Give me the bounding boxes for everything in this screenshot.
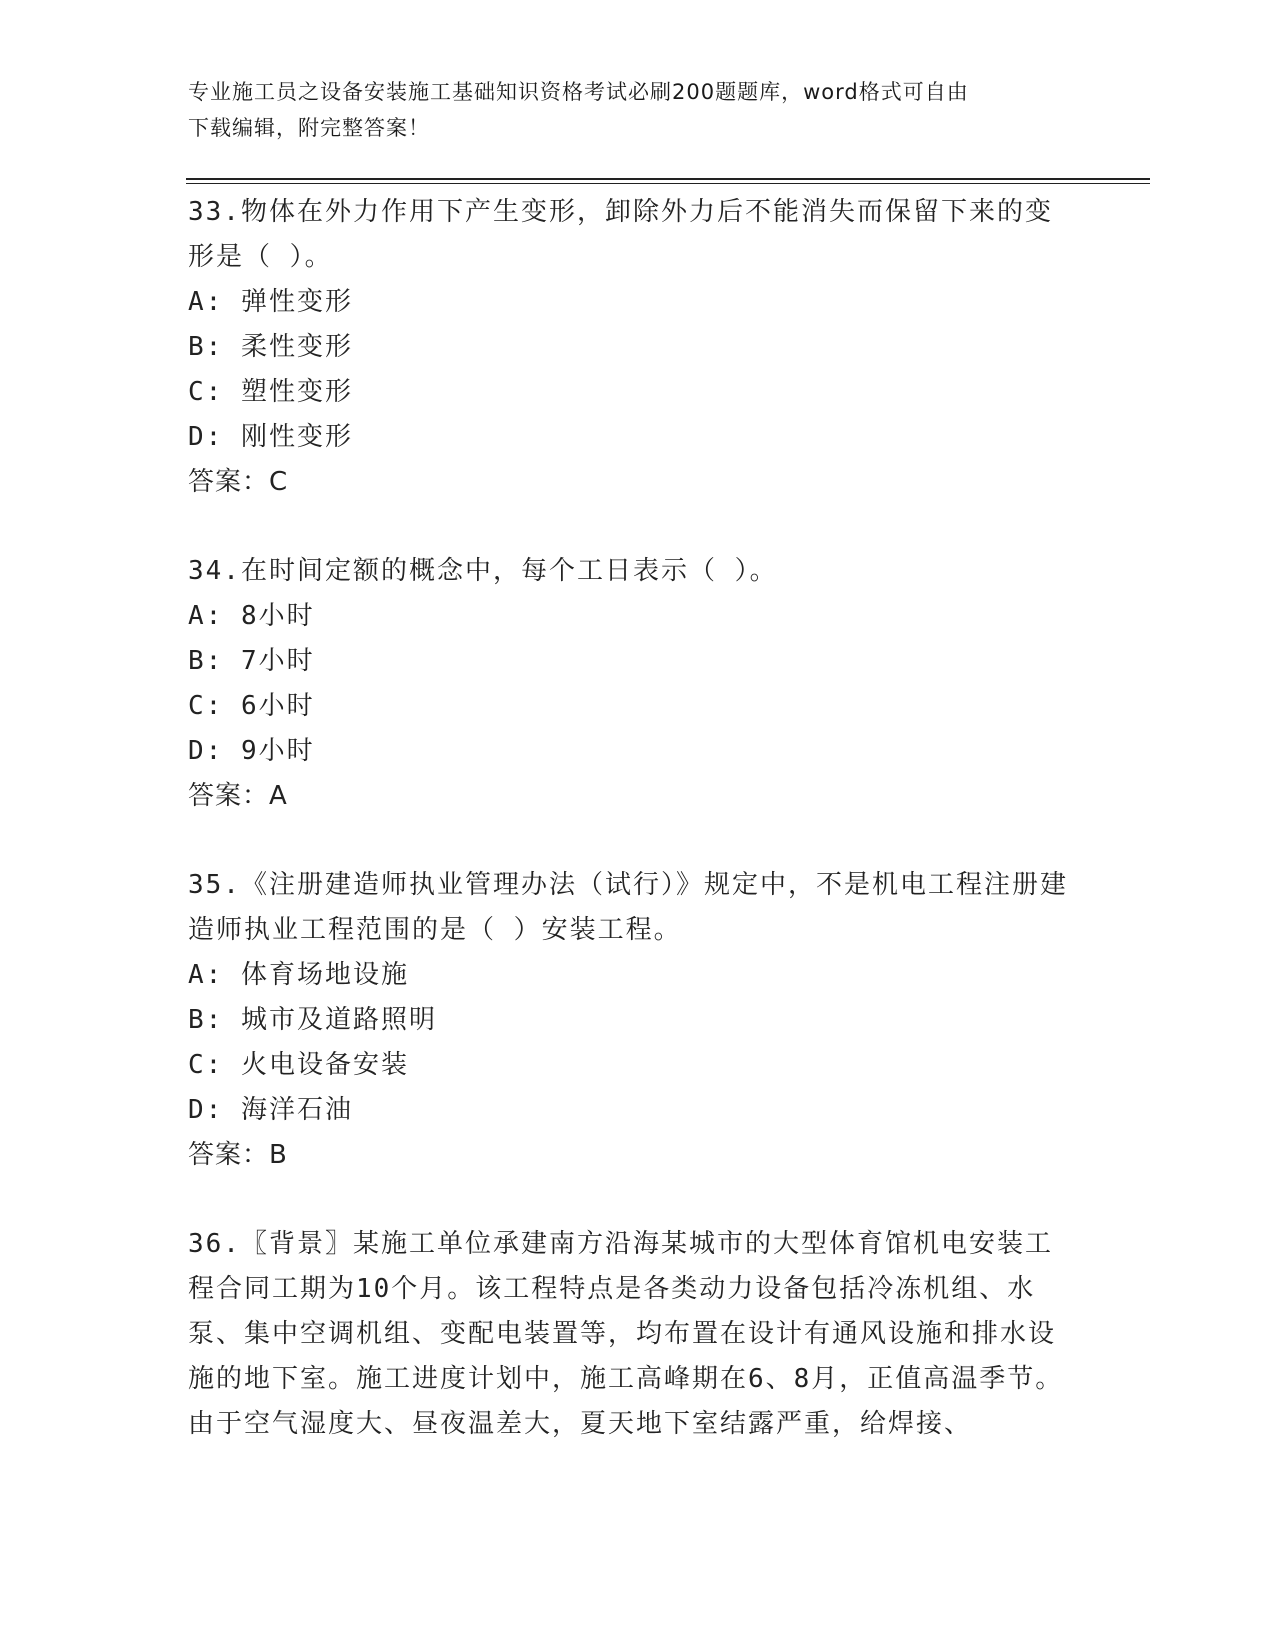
question-stem: 33.物体在外力作用下产生变形，卸除外力后不能消失而保留下来的变形是（ ）。: [188, 197, 1053, 272]
question-list: [188, 190, 1078, 1491]
question-stem: 36.〖背景〗某施工单位承建南方沿海某城市的大型体育馆机电安装工程合同工期为10个月。该工程特点是各类动力设备包括冷冻机组、水泵、集中空调机组、变配电装置等，均布置在设计有通风设施和排水设施的地下室。施工进度计划中，施工高峰期在6、8月，正值高温季节。由于空气湿度大、昼夜温差大，夏天地下室结露严重，给焊接、: [188, 1229, 1064, 1439]
header-line-2: 下载编辑，附完整答案！: [188, 116, 430, 140]
answer-line: 答案：B: [188, 1140, 288, 1170]
question-stem: 34.在时间定额的概念中，每个工日表示（ ）。: [188, 556, 778, 586]
option-d: D: 9小时: [188, 736, 315, 766]
option-d: D: 刚性变形: [188, 422, 353, 452]
option-a: A: 体育场地设施: [188, 960, 409, 990]
question-33: [188, 190, 1078, 505]
option-a: A: 弹性变形: [188, 287, 353, 317]
question-34: [188, 549, 1078, 819]
document-header: [188, 74, 1068, 146]
option-b: B: 7小时: [188, 646, 315, 676]
question-stem: 35.《注册建造师执业管理办法（试行）》规定中，不是机电工程注册建造师执业工程范围的是（ ）安装工程。: [188, 870, 1068, 945]
option-b: B: 柔性变形: [188, 332, 353, 362]
option-b: B: 城市及道路照明: [188, 1005, 437, 1035]
option-a: A: 8小时: [188, 601, 315, 631]
header-rule-thin: [186, 183, 1150, 184]
header-rule-thick: [186, 178, 1150, 180]
option-c: C: 塑性变形: [188, 377, 353, 407]
question-35: [188, 863, 1078, 1178]
question-36: [188, 1222, 1078, 1447]
option-d: D: 海洋石油: [188, 1095, 353, 1125]
option-c: C: 6小时: [188, 691, 315, 721]
answer-line: 答案：A: [188, 781, 288, 811]
header-line-1: 专业施工员之设备安装施工基础知识资格考试必刷200题题库，word格式可自由: [188, 80, 969, 104]
answer-line: 答案：C: [188, 467, 289, 497]
option-c: C: 火电设备安装: [188, 1050, 409, 1080]
